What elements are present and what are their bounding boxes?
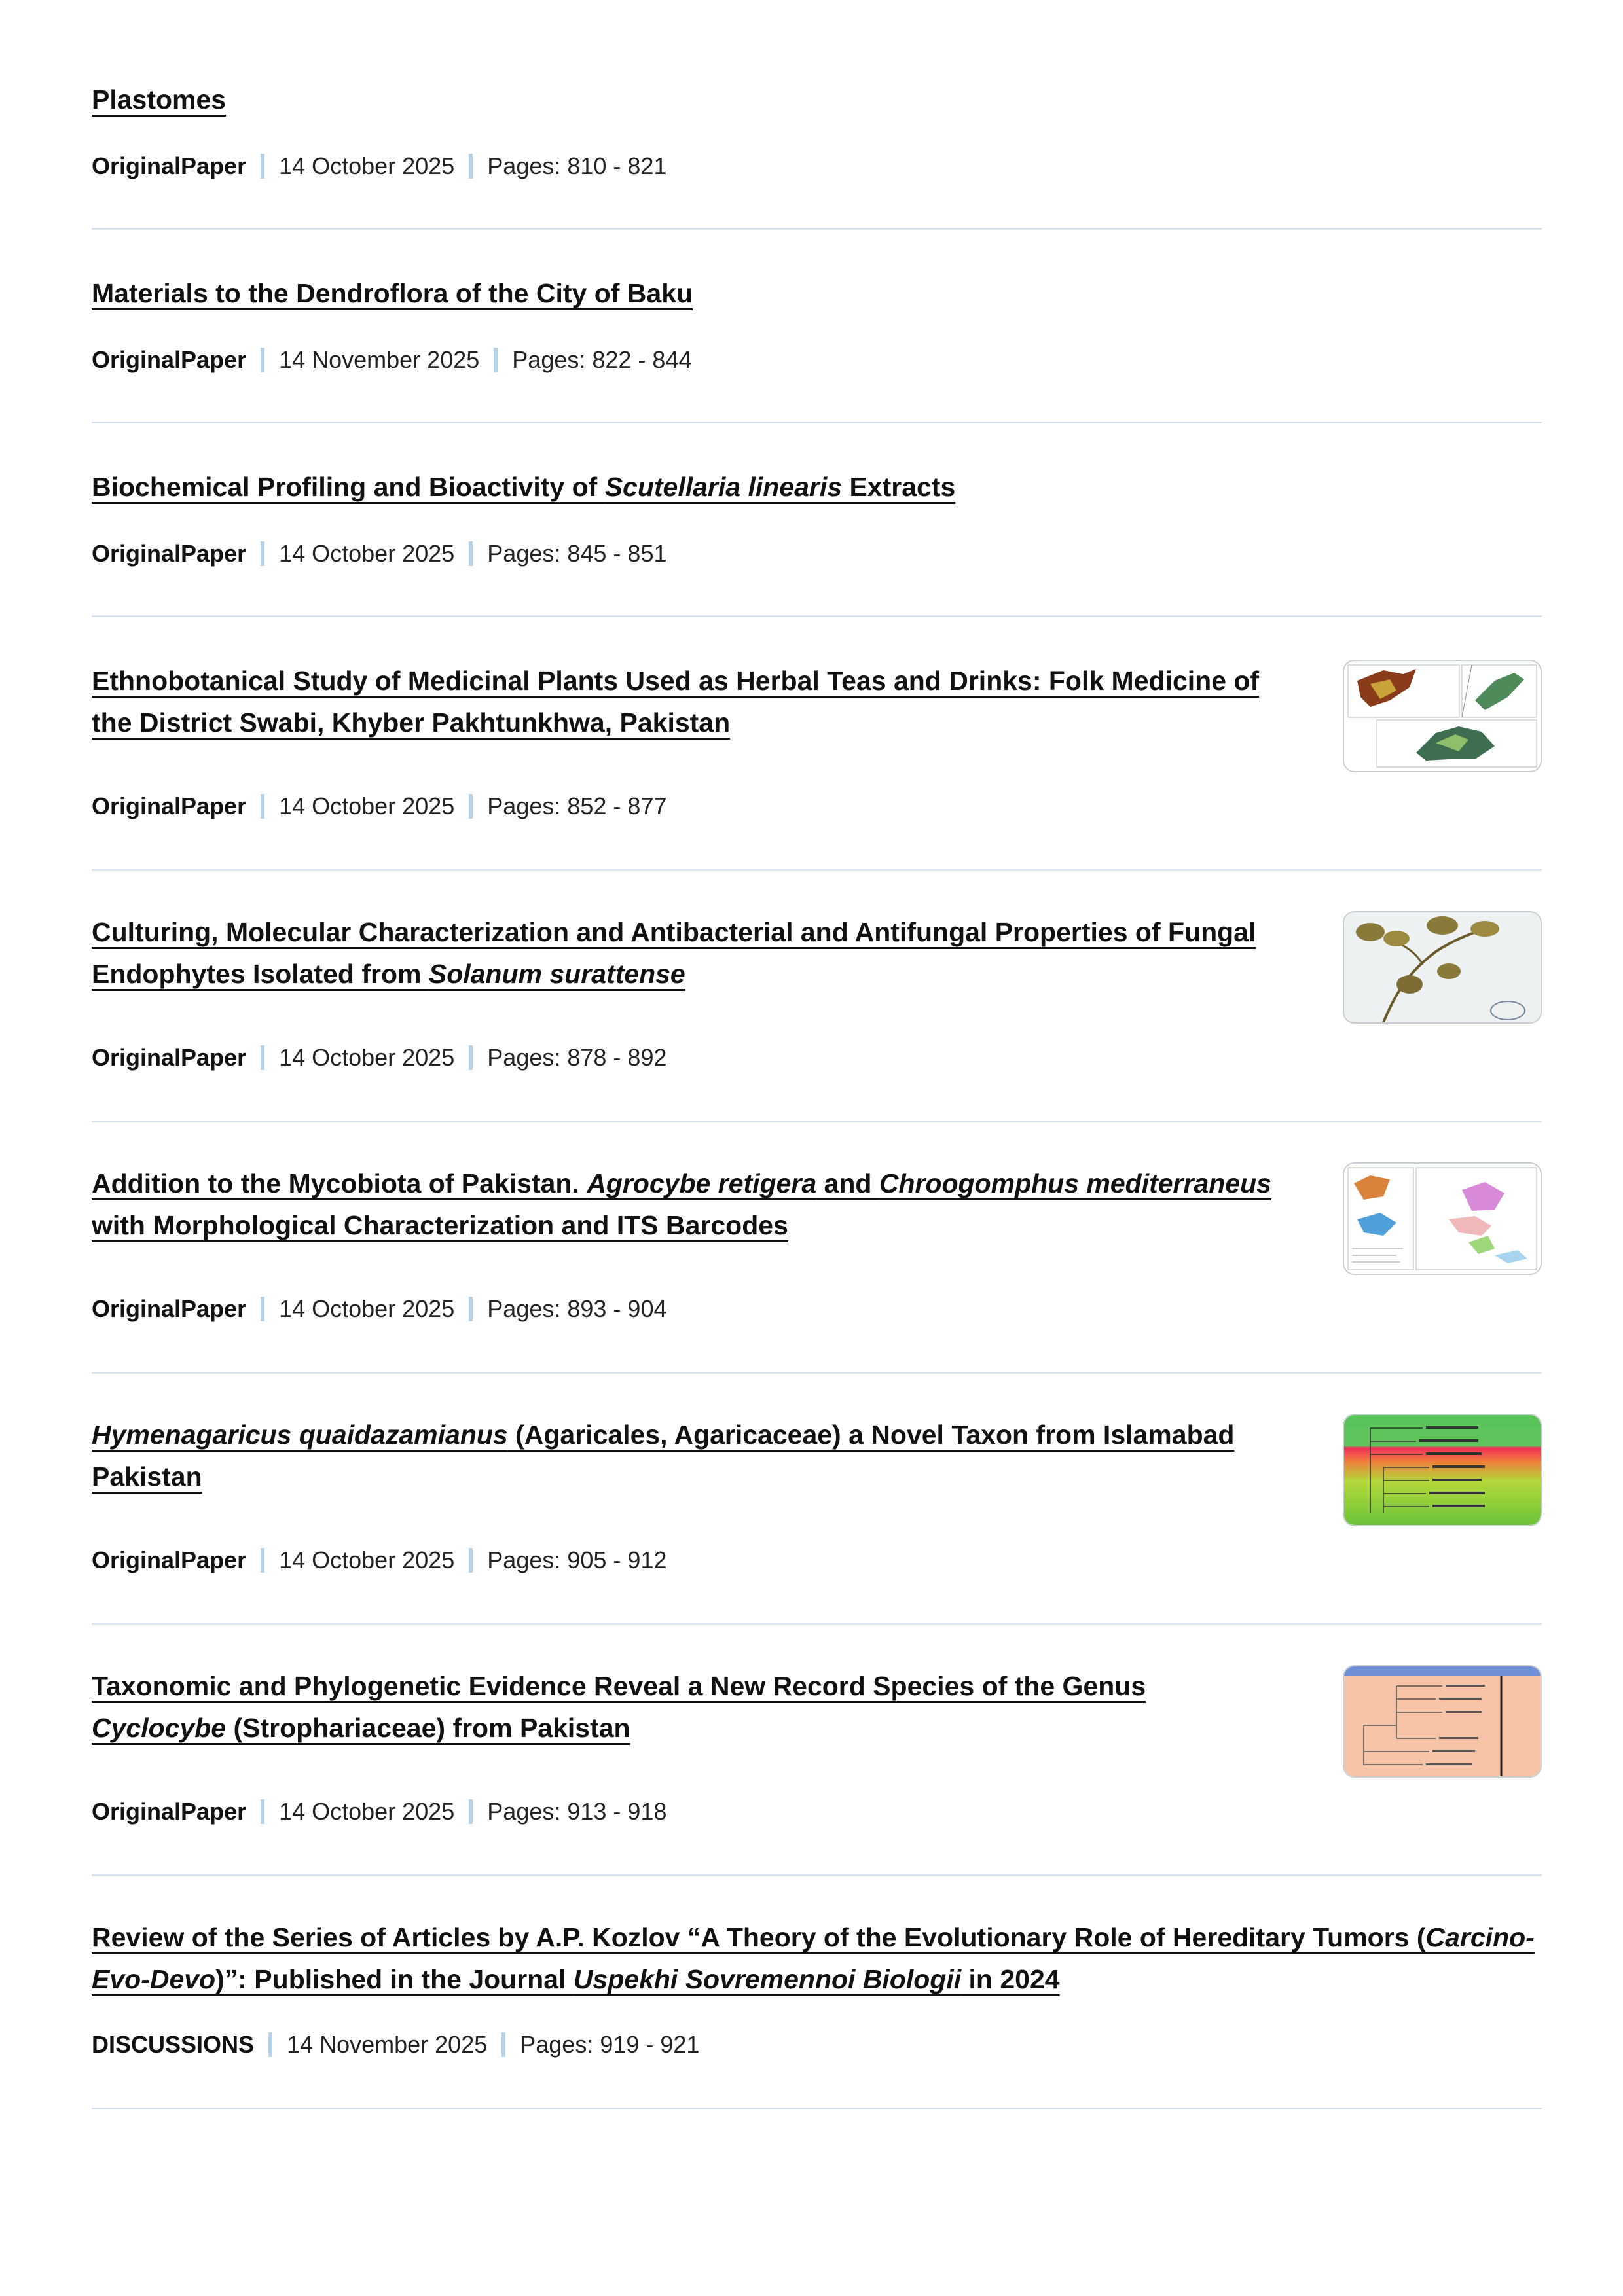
meta-divider [469,794,473,819]
phylogenetic-tree-thumbnail[interactable] [1343,1414,1542,1526]
article-item [92,1916,1542,2109]
article-type: DISCUSSIONS [92,2031,255,2058]
meta-divider [494,348,498,372]
article-title-link[interactable]: Plastomes [92,84,227,115]
meta-divider [469,541,473,566]
article-meta [92,2030,699,2059]
meta-divider [261,1297,264,1321]
article-title-link[interactable]: Ethnobotanical Study of Medicinal Plants Used as Herbal Teas and Drinks: Folk Medicine of the District Swabi, Khyber Pakhtunkhwa, Pakistan [92,666,1260,738]
article-title-link[interactable]: Addition to the Mycobiota of Pakistan. Agrocybe retigera and Chroogomphus mediterraneus with Morphological Characterization and ITS Barcodes [92,1168,1271,1240]
publication-date: 14 November 2025 [279,346,480,373]
article-item [92,660,1542,871]
meta-divider [261,1548,264,1573]
meta-divider [469,1045,473,1070]
article-item [92,272,1542,423]
article-title-link[interactable]: Hymenagaricus quaidazamianus (Agaricales, Agaricaceae) a Novel Taxon from Islamabad Pakistan [92,1420,1235,1492]
map-thumbnail[interactable] [1343,660,1542,772]
article-item [92,79,1542,230]
meta-divider [469,1297,473,1321]
article-meta [92,152,666,181]
article-title-link[interactable]: Biochemical Profiling and Bioactivity of Scutellaria linearis Extracts [92,472,956,502]
meta-divider [501,2032,505,2057]
article-item [92,1665,1542,1876]
article-meta [92,1546,666,1575]
article-meta [92,346,691,374]
article-meta [92,1295,666,1323]
page-range: Pages: 905 - 912 [487,1547,667,1573]
meta-divider [268,2032,272,2057]
article-item [92,1414,1542,1625]
distribution-map-thumbnail[interactable] [1343,1162,1542,1275]
article-type: OriginalPaper [92,152,247,179]
meta-divider [261,1045,264,1070]
meta-divider [469,154,473,179]
meta-divider [469,1548,473,1573]
article-meta [92,539,666,568]
article-item [92,466,1542,617]
page-range: Pages: 822 - 844 [512,346,692,373]
article-type: OriginalPaper [92,540,247,567]
meta-divider [261,794,264,819]
article-meta [92,1797,666,1826]
article-meta [92,1043,666,1072]
article-meta [92,792,666,821]
meta-divider [469,1799,473,1824]
meta-divider [261,541,264,566]
article-item [92,911,1542,1122]
publication-date: 14 October 2025 [279,1547,455,1573]
page-range: Pages: 878 - 892 [487,1044,667,1071]
page-range: Pages: 919 - 921 [520,2031,700,2058]
article-type: OriginalPaper [92,1798,247,1825]
publication-date: 14 October 2025 [279,1044,455,1071]
publication-date: 14 October 2025 [279,1295,455,1322]
article-type: OriginalPaper [92,1547,247,1573]
page-range: Pages: 893 - 904 [487,1295,667,1322]
article-type: OriginalPaper [92,793,247,819]
publication-date: 14 October 2025 [279,1798,455,1825]
meta-divider [261,154,264,179]
plant-specimen-thumbnail[interactable] [1343,911,1542,1024]
phylogenetic-tree-thumbnail[interactable] [1343,1665,1542,1778]
article-title-link[interactable]: Culturing, Molecular Characterization and Antibacterial and Antifungal Properties of Fungal Endophytes Isolated from Solanum surattense [92,917,1256,989]
article-title-link[interactable]: Materials to the Dendroflora of the City of Baku [92,278,693,308]
article-type: OriginalPaper [92,1295,247,1322]
page-range: Pages: 913 - 918 [487,1798,667,1825]
page-range: Pages: 810 - 821 [487,152,667,179]
article-type: OriginalPaper [92,1044,247,1071]
publication-date: 14 October 2025 [279,540,455,567]
article-title-link[interactable]: Taxonomic and Phylogenetic Evidence Reveal a New Record Species of the Genus Cyclocybe (Strophariaceae) from Pakistan [92,1671,1146,1743]
meta-divider [261,348,264,372]
page-range: Pages: 852 - 877 [487,793,667,819]
page-range: Pages: 845 - 851 [487,540,667,567]
publication-date: 14 October 2025 [279,152,455,179]
article-title-link[interactable]: Review of the Series of Articles by A.P. Kozlov “A Theory of the Evolutionary Role of Hereditary Tumors (Carcino-Evo-Devo)”: Published in the Journal Uspekhi Sovremennoi Biologii in 2024 [92,1922,1535,1994]
article-type: OriginalPaper [92,346,247,373]
meta-divider [261,1799,264,1824]
article-item [92,1162,1542,1374]
publication-date: 14 November 2025 [287,2031,488,2058]
publication-date: 14 October 2025 [279,793,455,819]
